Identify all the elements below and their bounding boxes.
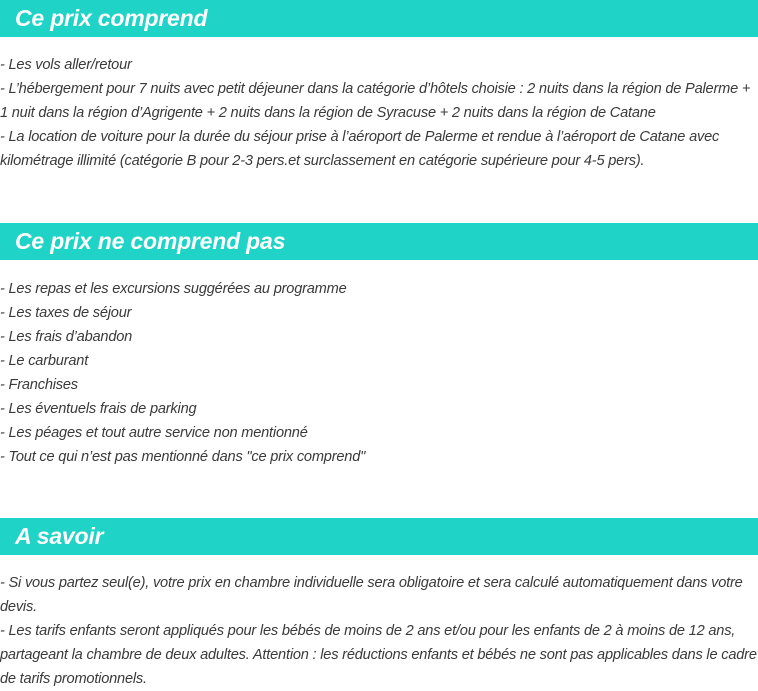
list-item: - Le carburant bbox=[0, 353, 89, 369]
list-item: - Si vous partez seul(e), votre prix en chambre individuelle sera obligatoire et sera calculé automatiquement dans votre devis. bbox=[0, 575, 743, 615]
list-item: - La location de voiture pour la durée du séjour prise à l’aéroport de Palerme et rendue à l’aéroport de Catane avec kilométrage illimité (catégorie B pour 2-3 pers.et surclassement en catégorie supérieure pour 4-5 pers). bbox=[0, 129, 720, 169]
section-price-excludes bbox=[0, 223, 758, 469]
section-list bbox=[0, 571, 758, 691]
section-list bbox=[0, 277, 758, 469]
section-header bbox=[0, 518, 758, 555]
list-item: - Les éventuels frais de parking bbox=[0, 401, 197, 417]
list-item: - Les taxes de séjour bbox=[0, 305, 132, 321]
section-title: Ce prix comprend bbox=[15, 5, 208, 31]
list-item: - Les repas et les excursions suggérées au programme bbox=[0, 281, 347, 297]
section-title: Ce prix ne comprend pas bbox=[15, 228, 286, 254]
section-header bbox=[0, 223, 758, 260]
list-item: - Tout ce qui n’est pas mentionné dans "ce prix comprend" bbox=[0, 449, 366, 465]
list-item: - Les péages et tout autre service non mentionné bbox=[0, 425, 308, 441]
list-item: - Les tarifs enfants seront appliqués pour les bébés de moins de 2 ans et/ou pour les enfants de 2 à moins de 12 ans, partageant la chambre de deux adultes. Attention : les réductions enfants et bébés ne sont pas applicables dans le cadre de tarifs promotionnels. bbox=[0, 623, 757, 687]
list-item: - Les vols aller/retour bbox=[0, 57, 132, 73]
section-good-to-know bbox=[0, 518, 758, 691]
section-list bbox=[0, 53, 758, 173]
section-price-includes bbox=[0, 0, 758, 173]
list-item: - L’hébergement pour 7 nuits avec petit déjeuner dans la catégorie d’hôtels choisie : 2 nuits dans la région de Palerme + 1 nuit dans la région d’Agrigente + 2 nuits dans la région de Syracuse + 2 nuits dans la région de Catane bbox=[0, 81, 751, 121]
section-header bbox=[0, 0, 758, 37]
list-item: - Les frais d’abandon bbox=[0, 329, 133, 345]
section-title: A savoir bbox=[15, 523, 104, 549]
list-item: - Franchises bbox=[0, 377, 78, 393]
